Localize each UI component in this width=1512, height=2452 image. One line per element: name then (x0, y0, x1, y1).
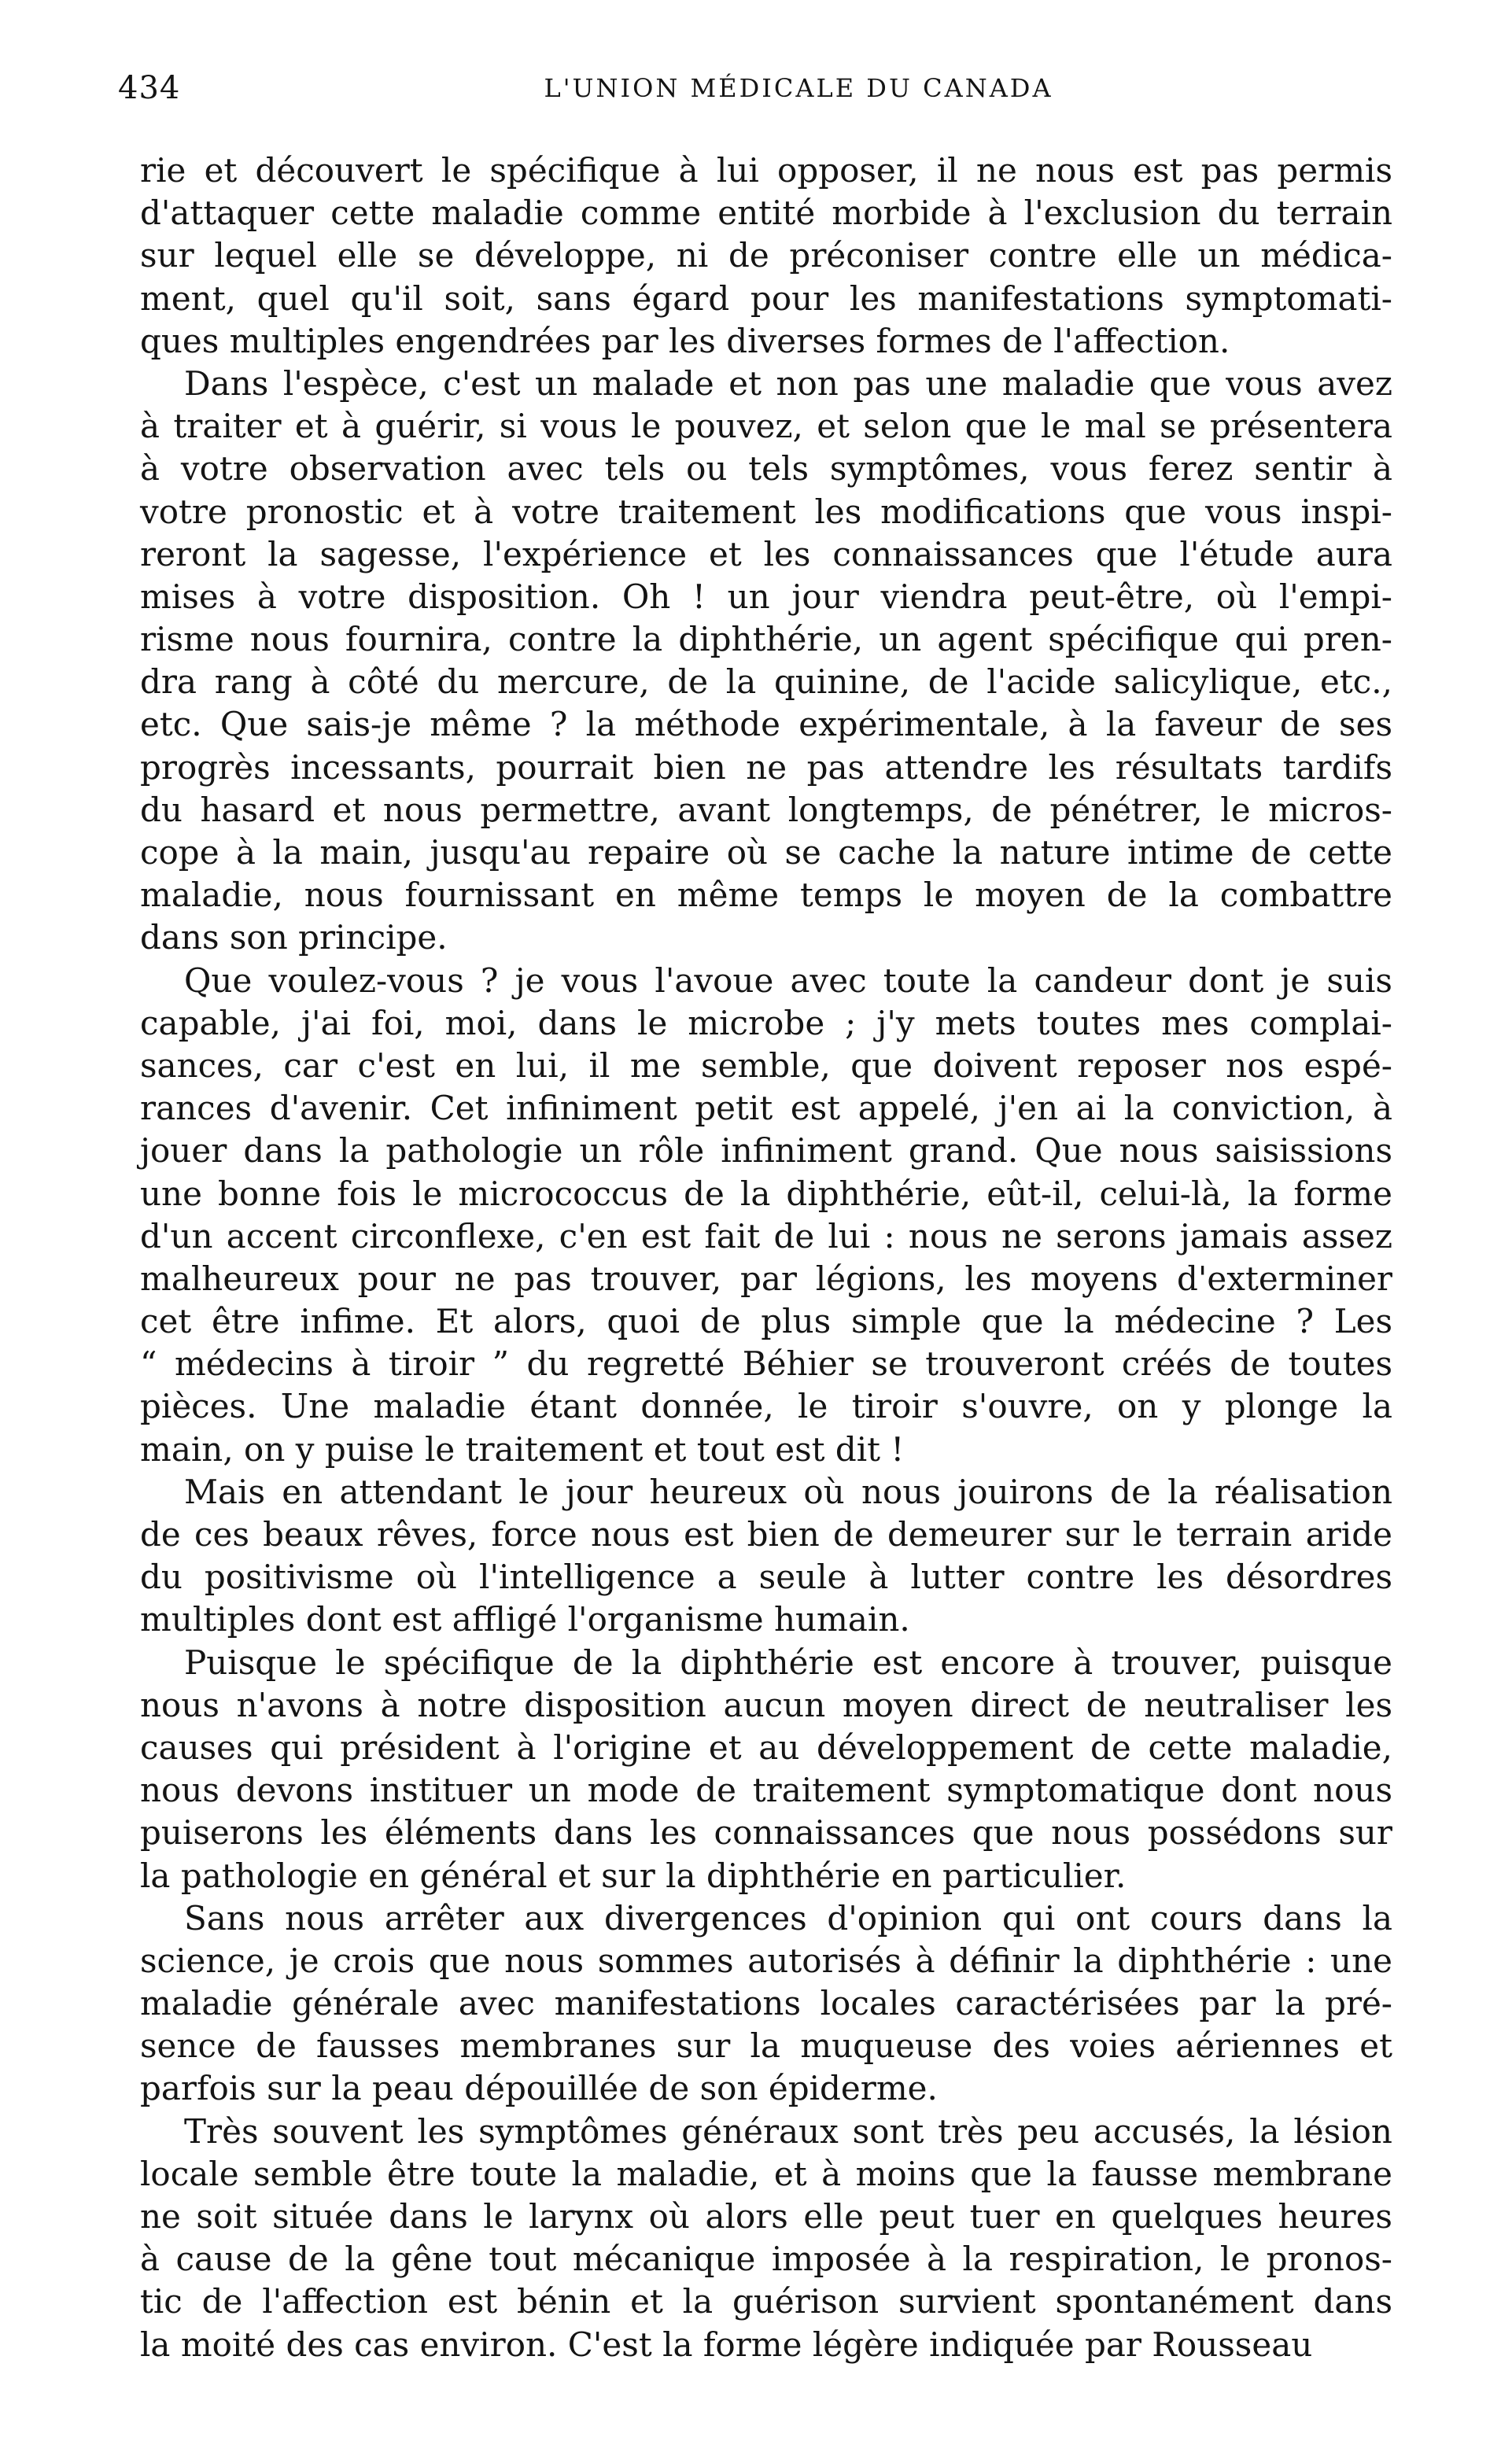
journal-title: L'UNION MÉDICALE DU CANADA (544, 73, 1053, 103)
page-number: 434 (118, 70, 181, 106)
text-line: rie et découvert le spécifique à lui opposer, il ne nous est pas permis (140, 151, 1392, 190)
text-line: Puisque le spécifique de la diphthérie est encore à trouver, puisque (184, 1643, 1392, 1682)
text-line: cet être infime. Et alors, quoi de plus simple que la médecine ? Les (140, 1302, 1392, 1341)
text-line: malheureux pour ne pas trouver, par légions, les moyens d'exterminer (140, 1259, 1392, 1298)
text-line: à traiter et à guérir, si vous le pouvez, et selon que le mal se présentera (140, 407, 1392, 446)
text-line: capable, j'ai foi, moi, dans le microbe ; j'y mets toutes mes complai- (140, 1003, 1392, 1042)
text-line: votre pronostic et à votre traitement les modifications que vous inspi- (140, 492, 1392, 531)
text-line: “ médecins à tiroir ” du regretté Béhier se trouveront créés de toutes (140, 1344, 1392, 1384)
text-line: pièces. Une maladie étant donnée, le tiroir s'ouvre, on y plonge la (140, 1387, 1392, 1426)
text-line: nous n'avons à notre disposition aucun moyen direct de neutraliser les (140, 1685, 1392, 1724)
text-line: ques multiples engendrées par les diverses formes de l'affection. (140, 321, 1230, 360)
text-line: nous devons instituer un mode de traitement symptomatique dont nous (140, 1771, 1392, 1810)
text-line: la moité des cas environ. C'est la forme légère indiquée par Rousseau (140, 2325, 1313, 2364)
paragraph (140, 1897, 1392, 2111)
text-line: ne soit située dans le larynx où alors elle peut tuer en quelques heures (140, 2197, 1392, 2236)
text-line: du hasard et nous permettre, avant longtemps, de pénétrer, le micros- (140, 790, 1392, 829)
text-line: à votre observation avec tels ou tels symptômes, vous ferez sentir à (140, 449, 1392, 489)
paragraph (140, 149, 1392, 363)
text-line: Sans nous arrêter aux divergences d'opinion qui ont cours dans la (184, 1898, 1392, 1938)
paragraph (140, 1642, 1392, 1897)
paragraph (140, 1471, 1392, 1642)
text-line: cope à la main, jusqu'au repaire où se cache la nature intime de cette (140, 833, 1392, 872)
text-line: dans son principe. (140, 918, 448, 957)
paragraph (140, 2111, 1392, 2366)
text-line: une bonne fois le micrococcus de la diphthérie, eût-il, celui-là, la forme (140, 1174, 1392, 1213)
text-line: dra rang à côté du mercure, de la quinine, de l'acide salicylique, etc., (140, 662, 1392, 702)
text-line: multiples dont est affligé l'organisme humain. (140, 1600, 910, 1639)
text-line: à cause de la gêne tout mécanique imposée à la respiration, le pronos- (140, 2240, 1392, 2279)
text-line: reront la sagesse, l'expérience et les connaissances que l'étude aura (140, 534, 1392, 573)
paragraph (140, 363, 1392, 960)
text-line: sur lequel elle se développe, ni de préconiser contre elle un médica- (140, 236, 1392, 275)
text-line: risme nous fournira, contre la diphthérie, un agent spécifique qui pren- (140, 620, 1392, 659)
text-line: causes qui président à l'origine et au développement de cette maladie, (140, 1727, 1392, 1767)
body-text (140, 149, 1392, 2366)
text-line: la pathologie en général et sur la diphthérie en particulier. (140, 1856, 1127, 1895)
text-line: main, on y puise le traitement et tout est dit ! (140, 1429, 905, 1469)
text-line: science, je crois que nous sommes autorisés à définir la diphthérie : une (140, 1941, 1392, 1980)
text-line: du positivisme où l'intelligence a seule à lutter contre les désordres (140, 1558, 1392, 1597)
text-line: ment, quel qu'il soit, sans égard pour les manifestations symptomati- (140, 278, 1392, 318)
paragraph (140, 960, 1392, 1471)
text-line: sence de fausses membranes sur la muqueuse des voies aériennes et (140, 2026, 1392, 2066)
text-line: etc. Que sais-je même ? la méthode expérimentale, à la faveur de ses (140, 705, 1392, 744)
text-line: jouer dans la pathologie un rôle infiniment grand. Que nous saisissions (140, 1131, 1392, 1171)
text-line: de ces beaux rêves, force nous est bien de demeurer sur le terrain aride (140, 1515, 1392, 1554)
running-head (118, 65, 1447, 112)
text-line: Que voulez-vous ? je vous l'avoue avec toute la candeur dont je suis (184, 961, 1392, 1000)
text-line: Très souvent les symptômes généraux sont très peu accusés, la lésion (184, 2111, 1392, 2151)
text-line: parfois sur la peau dépouillée de son épiderme. (140, 2069, 938, 2108)
text-line: Dans l'espèce, c'est un malade et non pas une maladie que vous avez (184, 363, 1392, 403)
text-line: tic de l'affection est bénin et la guérison survient spontanément dans (140, 2282, 1392, 2321)
text-line: maladie, nous fournissant en même temps le moyen de la combattre (140, 876, 1392, 915)
text-line: d'attaquer cette maladie comme entité morbide à l'exclusion du terrain (140, 194, 1392, 233)
text-line: d'un accent circonflexe, c'en est fait de lui : nous ne serons jamais assez (140, 1216, 1392, 1255)
text-line: sances, car c'est en lui, il me semble, que doivent reposer nos espé- (140, 1045, 1392, 1085)
text-line: puiserons les éléments dans les connaissances que nous possédons sur (140, 1813, 1392, 1853)
text-line: Mais en attendant le jour heureux où nous jouirons de la réalisation (184, 1472, 1392, 1511)
text-line: mises à votre disposition. Oh ! un jour viendra peut-être, où l'empi- (140, 577, 1392, 616)
text-line: maladie générale avec manifestations locales caractérisées par la pré- (140, 1984, 1392, 2023)
text-line: rances d'avenir. Cet infiniment petit est appelé, j'en ai la conviction, à (140, 1089, 1392, 1128)
text-line: progrès incessants, pourrait bien ne pas attendre les résultats tardifs (140, 747, 1392, 787)
text-line: locale semble être toute la maladie, et à moins que la fausse membrane (140, 2154, 1392, 2193)
